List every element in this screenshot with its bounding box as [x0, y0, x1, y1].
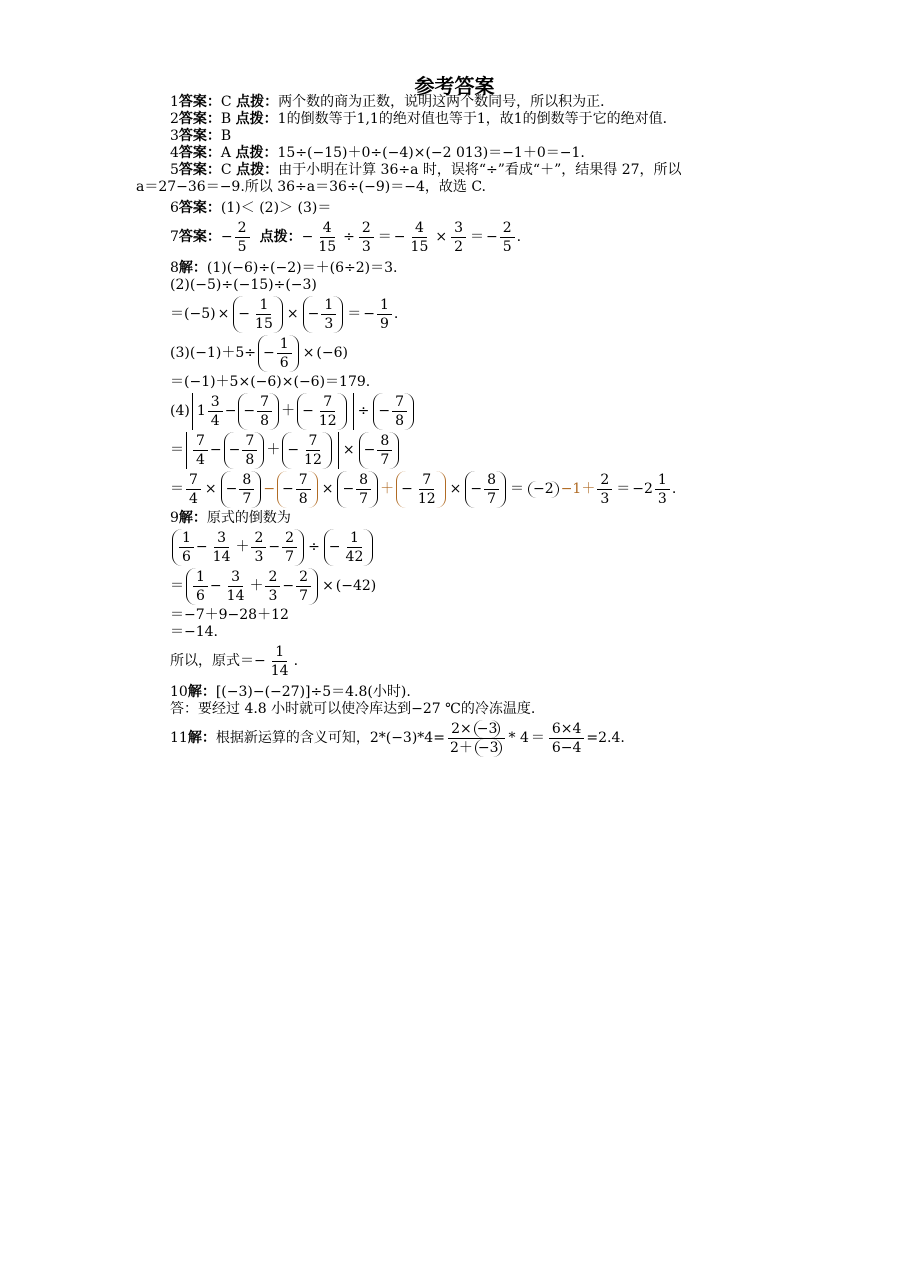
answer-8-line2: (2)(−5)÷(−15)÷(−3)	[170, 277, 317, 293]
answer-10: 10解：[(−3)−(−27)]÷5＝4.8(小时).	[170, 684, 411, 700]
answer-8-line5: ＝(−1)＋5×(−6)×(−6)＝179.	[170, 374, 371, 390]
answer-8-line1: 8解：(1)(−6)÷(−2)＝＋(6÷2)＝3.	[170, 260, 398, 276]
answer-5-cont: a＝27−36＝−9.所以 36÷a＝36÷(−9)＝−4，故选 C.	[136, 179, 486, 195]
answer-11: 11 解： 根据新运算的含义可知，2*(−3)*4= 2× − 3 2＋ − 3 * 4 ＝ $\frac{6\times 4}{6-4}$ =2.4.	[170, 721, 625, 756]
answer-5: 5答案：C 点拨：由于小明在计算 36÷a 时，误将“÷”看成“＋”，结果得 27，所以	[170, 162, 682, 178]
fraction: $\frac{2}{5}$	[235, 219, 250, 256]
answer-9-line5: ＝−14.	[170, 624, 218, 640]
answer-8-line6: (4) 1 $\frac{3}{4}$ − − $\frac{7}{8}$ ＋ − $\frac{7}{12}$ ÷ − $\frac{7}{8}$	[170, 393, 810, 430]
answer-9-line6: 所以，原式＝ − $\frac{1}{14}$ .	[170, 644, 299, 679]
answer-1: 1答案：C 点拨：两个数的商为正数，说明这两个数同号，所以积为正．	[170, 94, 615, 110]
answer-9-line4: ＝−7＋9−28＋12	[170, 607, 289, 623]
answer-10-reply: 答：要经过 4.8 小时就可以使冷库达到−27 ℃的冷冻温度.	[170, 701, 536, 717]
answer-document	[136, 94, 810, 759]
answer-8-line8: ＝ $\frac{7}{4}$ × − $\frac{8}{7}$ − − $\frac{7}{8}$ × − $\frac{8}{7}$ ＋ − $\frac{7}{12}$ × − $\frac{8}{7}$ ＝ −2 − 1 ＋ $\frac{2}{3}$ ＝ − 2 $\frac{1}{3}$ .	[170, 472, 677, 507]
answer-8-line4: (3)(−1)＋5÷ − $\frac{1}{6}$ × (−6)	[170, 336, 348, 371]
answer-9-line3: ＝ $\frac{1}{6}$ − $\frac{3}{14}$ ＋ $\frac{2}{3}$ − $\frac{2}{7}$ × (−42)	[170, 569, 377, 604]
answer-6: 6答案：(1)＜ (2)＞ (3)＝	[170, 200, 332, 216]
answer-4: 4答案：A 点拨：15÷(−15)＋0÷(−4)×(−2 013)＝−1＋0＝−1.	[170, 145, 585, 161]
answer-8-line3: ＝ (−5) × − $\frac{1}{15}$ × − $\frac{1}{3}$ ＝ − $\frac{1}{9}$ .	[170, 297, 399, 332]
answer-8-line7: ＝ $\frac{7}{4}$ − − $\frac{7}{8}$ ＋ − $\frac{7}{12}$ × − $\frac{8}{7}$	[170, 432, 810, 469]
answer-3: 3答案：B	[170, 128, 232, 144]
answer-7: 7 答案： − $\frac{2}{5}$ 点拨： − $\frac{4}{15}$ ÷ $\frac{2}{3}$ ＝ − $\frac{4}{15}$ × $\frac{3}{2}$ ＝ − $\frac{2}{5}$ .	[170, 220, 522, 255]
answer-2: 2答案：B 点拨：1的倒数等于1,1的绝对值也等于1，故1的倒数等于它的绝对值．	[170, 111, 677, 127]
page-title: 参考答案	[414, 74, 495, 98]
answer-9-line1: 9解：原式的倒数为	[170, 510, 291, 526]
answer-9-line2: $\frac{1}{6}$ − $\frac{3}{14}$ ＋ $\frac{2}{3}$ − $\frac{2}{7}$ ÷ − $\frac{1}{42}$	[170, 529, 810, 566]
